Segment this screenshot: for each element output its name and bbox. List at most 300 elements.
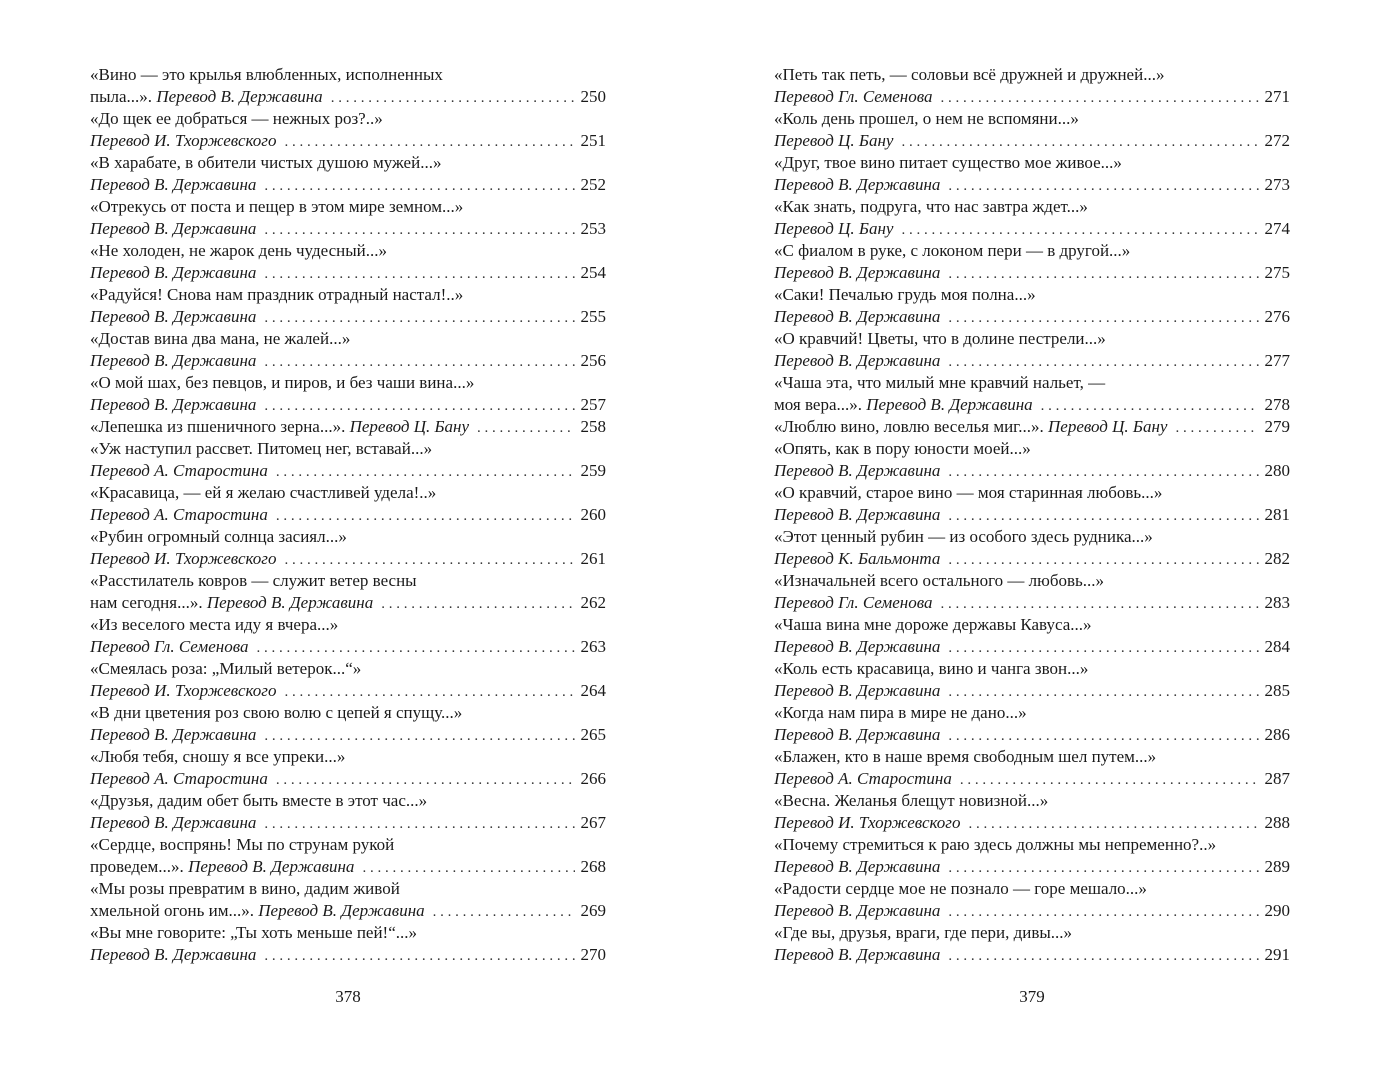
toc-entry-lead [90, 394, 256, 416]
toc-entry-title: «Радости сердце мое не познало — горе мешало...» [774, 879, 1147, 898]
toc-entry-title: «Почему стремиться к раю здесь должны мы непременно?..» [774, 835, 1217, 854]
toc-entry-title: «О мой шах, без певцов, и пиров, и без чаши вина...» [90, 373, 475, 392]
toc-entry [90, 328, 606, 372]
toc-entry-line [774, 350, 1290, 372]
dot-leader [264, 306, 574, 329]
toc-entry-page: 281 [1264, 505, 1290, 524]
right-page [774, 64, 1290, 966]
toc-entry-line [90, 768, 606, 790]
toc-entry-translator: Перевод В. Державина [774, 307, 941, 326]
dot-leader [968, 812, 1258, 835]
toc-entry-line [90, 504, 606, 526]
toc-entry-line [774, 900, 1290, 922]
toc-entry-translator: Перевод Ц. Бану [349, 417, 470, 436]
toc-entry-translator: Перевод В. Державина [90, 395, 257, 414]
toc-entry [774, 438, 1290, 482]
toc-entry-title: «Чаша вина мне дороже державы Кавуса...» [774, 615, 1092, 634]
toc-entry-page: 287 [1264, 769, 1290, 788]
toc-entry-translator: Перевод А. Старостина [90, 461, 268, 480]
toc-entry-line [90, 900, 606, 922]
left-page [90, 64, 606, 966]
dot-leader [362, 856, 574, 879]
toc-entry-page: 263 [580, 637, 606, 656]
toc-entry-line [774, 592, 1290, 614]
toc-entry-title: «Коль есть красавица, вино и чанга звон...» [774, 659, 1089, 678]
toc-entry-lead [90, 262, 256, 284]
dot-leader [433, 900, 575, 923]
toc-entry-title: «В дни цветения роз свою волю с цепей я спущу...» [90, 703, 463, 722]
toc-entry-title: «Когда нам пира в мире не дано...» [774, 703, 1027, 722]
toc-entry-line [90, 350, 606, 372]
toc-entry-lead [90, 636, 249, 658]
toc-entry-lead [774, 944, 940, 966]
toc-entry [774, 284, 1290, 328]
dot-leader [264, 350, 574, 373]
toc-entry [90, 834, 606, 878]
toc-entry [90, 64, 606, 108]
toc-entry-title: «Отрекусь от поста и пещер в этом мире земном...» [90, 197, 464, 216]
dot-leader [264, 394, 574, 417]
toc-entry [774, 64, 1290, 108]
dot-leader [948, 724, 1258, 747]
toc-entry-translator: Перевод В. Державина [774, 681, 941, 700]
toc-entry-line [774, 130, 1290, 152]
dot-leader [948, 262, 1258, 285]
toc-entry-lead [90, 768, 268, 790]
toc-entry-page: 273 [1264, 175, 1290, 194]
toc-entry-translator: Перевод А. Старостина [90, 769, 268, 788]
toc-entry-translator: Перевод В. Державина [774, 857, 941, 876]
toc-entry-lead [90, 218, 256, 240]
toc-entry-lead [774, 130, 893, 152]
toc-entry-lead [90, 460, 268, 482]
toc-entry-line [90, 680, 606, 702]
dot-leader [264, 174, 574, 197]
toc-entry-translator: Перевод В. Державина [258, 901, 425, 920]
toc-entry-page: 257 [580, 395, 606, 414]
toc-entry-page: 268 [580, 857, 606, 876]
toc-entry-lead [774, 394, 1033, 416]
toc-entry-translator: Перевод В. Державина [774, 505, 941, 524]
toc-entry [90, 196, 606, 240]
toc-entry-translator: Перевод Ц. Бану [774, 219, 894, 238]
toc-entry [90, 416, 606, 438]
toc-entry [774, 702, 1290, 746]
toc-entry-lead [774, 592, 933, 614]
toc-entry-lead [90, 548, 276, 570]
toc-entry-line [90, 130, 606, 152]
toc-entry-page: 265 [580, 725, 606, 744]
toc-entry-page: 259 [580, 461, 606, 480]
toc-entry-page: 283 [1264, 593, 1290, 612]
toc-entry-title: «О кравчий! Цветы, что в долине пестрели...» [774, 329, 1106, 348]
toc-list-right [774, 64, 1290, 966]
toc-entry-line [90, 636, 606, 658]
toc-entry [774, 196, 1290, 240]
toc-entry-line [90, 856, 606, 878]
dot-leader [477, 416, 574, 439]
toc-entry-lead [90, 174, 256, 196]
toc-entry-translator: Перевод А. Старостина [90, 505, 268, 524]
toc-entry-line [774, 548, 1290, 570]
toc-entry-translator: Перевод И. Тхоржевского [774, 813, 961, 832]
toc-entry-title: «Чаша эта, что милый мне кравчий нальет, — [774, 373, 1106, 392]
toc-entry [774, 570, 1290, 614]
toc-entry-line [90, 592, 606, 614]
toc-entry-line [90, 306, 606, 328]
toc-entry-translator: Перевод И. Тхоржевского [90, 131, 277, 150]
toc-entry [774, 878, 1290, 922]
toc-entry-page: 260 [580, 505, 606, 524]
toc-entry-lead [774, 548, 940, 570]
toc-entry-translator: Перевод Ц. Бану [1048, 417, 1168, 436]
toc-entry-title: «Друг, твое вино питает существо мое живое...» [774, 153, 1122, 172]
toc-entry-translator: Перевод В. Державина [156, 87, 323, 106]
toc-entry-lead [90, 350, 256, 372]
toc-entry [774, 658, 1290, 702]
toc-entry-line [774, 724, 1290, 746]
toc-entry [774, 834, 1290, 878]
toc-entry-page: 269 [580, 901, 606, 920]
dot-leader [948, 460, 1258, 483]
toc-entry-lead [774, 856, 940, 878]
toc-entry-page: 274 [1264, 219, 1290, 238]
dot-leader [257, 636, 575, 659]
toc-entry-page: 256 [580, 351, 606, 370]
toc-entry-title: «Красавица, — ей я желаю счастливей удела!..» [90, 483, 437, 502]
toc-entry-page: 285 [1264, 681, 1290, 700]
toc-entry-translator: Перевод В. Державина [90, 351, 257, 370]
toc-entry-translator: Перевод В. Державина [774, 461, 941, 480]
toc-entry-title-continued: проведем...». [90, 857, 189, 876]
dot-leader [901, 218, 1258, 241]
toc-entry-page: 275 [1264, 263, 1290, 282]
toc-entry-page: 279 [1264, 417, 1290, 436]
toc-entry-translator: Перевод И. Тхоржевского [90, 681, 277, 700]
toc-entry-translator: Перевод В. Державина [90, 175, 257, 194]
toc-entry [90, 240, 606, 284]
toc-entry-lead [774, 174, 940, 196]
toc-entry [774, 614, 1290, 658]
dot-leader [264, 262, 574, 285]
toc-entry-title: «Рубин огромный солнца засиял...» [90, 527, 347, 546]
toc-entry-title: «Вы мне говорите: „Ты хоть меньше пей!“...» [90, 923, 418, 942]
dot-leader [276, 460, 575, 483]
toc-entry-page: 266 [580, 769, 606, 788]
toc-entry-translator: Перевод В. Державина [90, 725, 257, 744]
toc-entry-lead [90, 724, 256, 746]
dot-leader [948, 350, 1258, 373]
toc-entry-line [774, 636, 1290, 658]
toc-entry [90, 438, 606, 482]
toc-entry [774, 108, 1290, 152]
toc-entry [774, 152, 1290, 196]
toc-entry-title: «Друзья, дадим обет быть вместе в этот час...» [90, 791, 428, 810]
toc-entry-line [90, 394, 606, 416]
toc-entry-translator: Перевод В. Державина [90, 263, 257, 282]
toc-entry-line [90, 262, 606, 284]
toc-entry-line [90, 812, 606, 834]
toc-entry-lead [774, 86, 933, 108]
toc-entry-title: «О кравчий, старое вино — моя старинная любовь...» [774, 483, 1163, 502]
toc-entry-title: «Из веселого места иду я вчера...» [90, 615, 339, 634]
toc-entry-translator: Перевод В. Державина [90, 945, 257, 964]
toc-entry-page: 271 [1264, 87, 1290, 106]
toc-entry-page: 261 [580, 549, 606, 568]
dot-leader [948, 306, 1258, 329]
dot-leader [264, 944, 574, 967]
toc-entry-page: 286 [1264, 725, 1290, 744]
dot-leader [276, 768, 575, 791]
toc-entry-line [90, 174, 606, 196]
toc-entry-lead [774, 768, 952, 790]
toc-entry-translator: Перевод В. Державина [774, 175, 941, 194]
toc-entry-page: 262 [580, 593, 606, 612]
toc-entry-lead [90, 86, 323, 108]
toc-entry-line [774, 86, 1290, 108]
toc-entry [90, 878, 606, 922]
toc-entry-page: 251 [580, 131, 606, 150]
toc-entry-lead [774, 680, 940, 702]
toc-entry-title: «Мы розы превратим в вино, дадим живой [90, 879, 400, 898]
toc-entry-line [90, 944, 606, 966]
toc-entry [90, 614, 606, 658]
toc-entry-title: «С фиалом в руке, с локоном пери — в другой...» [774, 241, 1131, 260]
dot-leader [264, 724, 574, 747]
toc-entry [774, 482, 1290, 526]
toc-entry-page: 254 [580, 263, 606, 282]
toc-entry-title: «До щек ее добраться — нежных роз?..» [90, 109, 383, 128]
dot-leader [276, 504, 575, 527]
toc-entry-title: «Саки! Печалью грудь моя полна...» [774, 285, 1036, 304]
toc-entry-title: «Изначальней всего остального — любовь...» [774, 571, 1104, 590]
dot-leader [960, 768, 1259, 791]
toc-entry-translator: Перевод В. Державина [90, 219, 257, 238]
dot-leader [948, 680, 1258, 703]
toc-entry-title: «Коль день прошел, о нем не вспомяни...» [774, 109, 1079, 128]
toc-entry-title-continued: пыла...». [90, 87, 157, 106]
toc-entry-title: «Петь так петь, — соловьи всё дружней и дружней...» [774, 65, 1165, 84]
toc-entry-translator: Перевод В. Державина [188, 857, 355, 876]
toc-entry-title: «В харабате, в обители чистых душою мужей...» [90, 153, 442, 172]
dot-leader [948, 900, 1258, 923]
toc-entry [774, 922, 1290, 966]
toc-entry-page: 288 [1264, 813, 1290, 832]
toc-entry-translator: Перевод В. Державина [866, 395, 1033, 414]
toc-entry-title: «Весна. Желанья блещут новизной...» [774, 791, 1049, 810]
toc-entry-lead [90, 592, 373, 614]
toc-entry-line [774, 812, 1290, 834]
toc-entry-translator: Перевод И. Тхоржевского [90, 549, 277, 568]
toc-entry-title-continued: моя вера...». [774, 395, 867, 414]
toc-entry-translator: Перевод А. Старостина [774, 769, 952, 788]
toc-entry-translator: Перевод В. Державина [774, 263, 941, 282]
toc-entry-title: «Как знать, подруга, что нас завтра ждет...» [774, 197, 1088, 216]
toc-entry-lead [90, 812, 256, 834]
toc-entry [90, 702, 606, 746]
toc-entry [774, 240, 1290, 284]
toc-entry-page: 264 [580, 681, 606, 700]
dot-leader [264, 218, 574, 241]
toc-entry-line [774, 262, 1290, 284]
toc-entry-line [90, 548, 606, 570]
toc-entry-title-continued: «Люблю вино, ловлю веселья миг...». [774, 417, 1048, 436]
toc-entry-title-continued: нам сегодня...». [90, 593, 207, 612]
toc-entry-title-continued: «Лепешка из пшеничного зерна...». [90, 417, 350, 436]
toc-entry-page: 276 [1264, 307, 1290, 326]
toc-entry-translator: Перевод Гл. Семенова [90, 637, 249, 656]
toc-entry-translator: Перевод К. Бальмонта [774, 549, 941, 568]
toc-entry-line [90, 416, 606, 438]
dot-leader [948, 636, 1258, 659]
toc-entry-lead [90, 900, 425, 922]
toc-entry-line [774, 768, 1290, 790]
toc-entry-page: 280 [1264, 461, 1290, 480]
toc-entry-page: 272 [1264, 131, 1290, 150]
toc-entry [90, 482, 606, 526]
toc-entry-line [774, 394, 1290, 416]
toc-entry-lead [90, 856, 354, 878]
toc-entry-lead [774, 900, 940, 922]
toc-entry-page: 277 [1264, 351, 1290, 370]
toc-entry [90, 372, 606, 416]
toc-entry-line [774, 680, 1290, 702]
toc-entry-lead [90, 944, 256, 966]
toc-entry-line [774, 460, 1290, 482]
toc-entry [90, 526, 606, 570]
toc-entry-translator: Перевод В. Державина [774, 351, 941, 370]
toc-entry-title: «Любя тебя, сношу я все упреки...» [90, 747, 346, 766]
toc-entry-lead [774, 504, 940, 526]
toc-entry-line [774, 174, 1290, 196]
dot-leader [941, 86, 1259, 109]
toc-entry-translator: Перевод Ц. Бану [774, 131, 894, 150]
toc-entry-title: «Опять, как в пору юности моей...» [774, 439, 1031, 458]
dot-leader [381, 592, 574, 615]
toc-entry [774, 372, 1290, 416]
toc-entry [774, 746, 1290, 790]
toc-entry-translator: Перевод В. Державина [774, 901, 941, 920]
toc-entry [774, 328, 1290, 372]
toc-entry-page: 270 [580, 945, 606, 964]
toc-entry-lead [774, 416, 1167, 438]
dot-leader [284, 548, 574, 571]
toc-entry-line [774, 856, 1290, 878]
toc-entry-page: 278 [1264, 395, 1290, 414]
toc-entry-title: «Достав вина два мана, не жалей...» [90, 329, 351, 348]
toc-entry-line [774, 306, 1290, 328]
toc-entry-page: 267 [580, 813, 606, 832]
toc-entry-line [90, 218, 606, 240]
toc-entry-title: «Где вы, друзья, враги, где пери, дивы...» [774, 923, 1073, 942]
toc-entry-page: 289 [1264, 857, 1290, 876]
toc-entry-title: «Вино — это крылья влюбленных, исполненных [90, 65, 443, 84]
toc-entry-title: «Не холоден, не жарок день чудесный...» [90, 241, 387, 260]
dot-leader [941, 592, 1259, 615]
dot-leader [331, 86, 575, 109]
dot-leader [948, 856, 1258, 879]
toc-entry-lead [774, 636, 940, 658]
toc-entry-lead [90, 680, 276, 702]
toc-entry [90, 746, 606, 790]
toc-entry-lead [774, 350, 940, 372]
toc-entry-lead [774, 812, 960, 834]
dot-leader [948, 944, 1258, 967]
dot-leader [284, 130, 574, 153]
toc-entry-page: 250 [580, 87, 606, 106]
toc-entry [90, 570, 606, 614]
toc-entry [90, 790, 606, 834]
toc-entry-translator: Перевод В. Державина [774, 637, 941, 656]
toc-entry [90, 108, 606, 152]
toc-entry-title: «Блажен, кто в наше время свободным шел путем...» [774, 747, 1157, 766]
toc-entry-lead [774, 460, 940, 482]
toc-entry [90, 922, 606, 966]
toc-entry [774, 416, 1290, 438]
dot-leader [264, 812, 574, 835]
toc-entry-lead [90, 306, 256, 328]
dot-leader [948, 174, 1258, 197]
toc-entry-page: 258 [580, 417, 606, 436]
toc-entry-page: 255 [580, 307, 606, 326]
toc-entry-translator: Перевод В. Державина [90, 813, 257, 832]
toc-entry-lead [90, 130, 276, 152]
toc-entry-line [90, 724, 606, 746]
toc-entry-title: «Сердце, воспрянь! Мы по струнам рукой [90, 835, 395, 854]
dot-leader [948, 548, 1258, 571]
toc-entry [90, 152, 606, 196]
toc-entry-title: «Радуйся! Снова нам праздник отрадный настал!..» [90, 285, 464, 304]
page-number-right: 379 [1019, 987, 1045, 1006]
toc-entry-title: «Смеялась роза: „Милый ветерок...“» [90, 659, 362, 678]
toc-entry-line [90, 86, 606, 108]
toc-entry-lead [774, 262, 940, 284]
toc-entry-page: 252 [580, 175, 606, 194]
toc-list-left [90, 64, 606, 966]
dot-leader [1041, 394, 1259, 417]
dot-leader [901, 130, 1258, 153]
toc-entry-line [774, 944, 1290, 966]
toc-entry-lead [90, 416, 469, 438]
dot-leader [284, 680, 574, 703]
toc-entry-title: «Этот ценный рубин — из особого здесь рудника...» [774, 527, 1153, 546]
page-number-left: 378 [335, 987, 361, 1006]
toc-entry-translator: Перевод В. Державина [206, 593, 374, 612]
toc-entry-line [774, 218, 1290, 240]
toc-entry-title-continued: хмельной огонь им...». [90, 901, 259, 920]
toc-entry-line [774, 504, 1290, 526]
toc-entry [90, 658, 606, 702]
toc-entry-title: «Уж наступил рассвет. Питомец нег, вставай...» [90, 439, 433, 458]
toc-entry-lead [774, 218, 893, 240]
toc-entry-translator: Перевод В. Державина [774, 945, 941, 964]
dot-leader [948, 504, 1258, 527]
toc-entry-lead [774, 724, 940, 746]
toc-entry-lead [90, 504, 268, 526]
toc-entry-translator: Перевод В. Державина [90, 307, 257, 326]
toc-entry [774, 526, 1290, 570]
toc-entry-page: 253 [580, 219, 606, 238]
toc-entry-translator: Перевод Гл. Семенова [774, 87, 933, 106]
toc-entry-lead [774, 306, 940, 328]
toc-entry-page: 291 [1264, 945, 1290, 964]
toc-entry-line [90, 460, 606, 482]
toc-entry-title: «Расстилатель ковров — служит ветер весны [90, 571, 417, 590]
toc-entry [90, 284, 606, 328]
dot-leader [1175, 416, 1258, 439]
toc-entry-page: 290 [1264, 901, 1290, 920]
toc-entry-page: 284 [1264, 637, 1290, 656]
